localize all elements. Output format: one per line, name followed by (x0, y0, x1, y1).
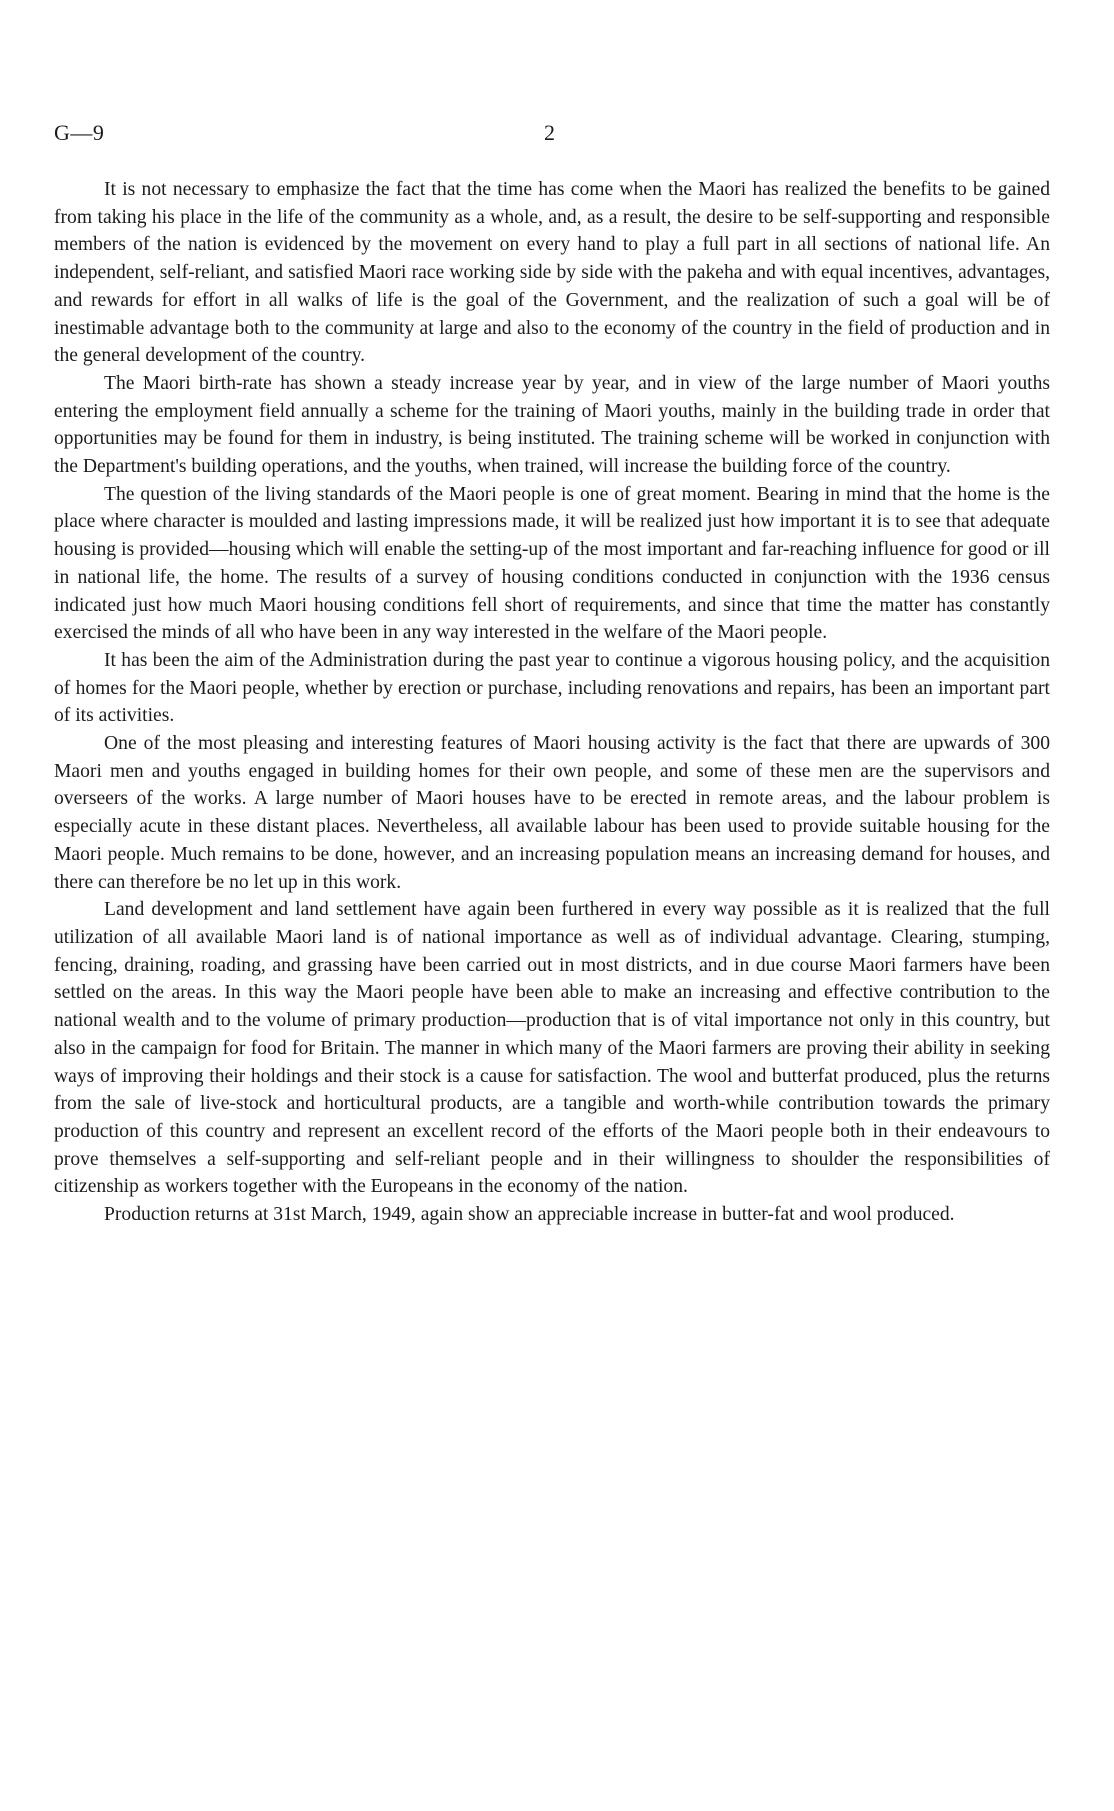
paragraph: Land development and land settlement have again been furthered in every way possible as it is realized that the full utilization of all available Maori land is of national importance as well as of individual advantage. Clearing, stumping, fencing, draining, roading, and grassing have been carried out in most districts, and in due course Maori farmers have been settled on the areas. In this way the Maori people have been able to make an increasing and effective contribution to the national wealth and to the volume of primary production—production that is of vital importance not only in this country, but also in the campaign for food for Britain. The manner in which many of the Maori farmers are proving their ability in seeking ways of improving their holdings and their stock is a cause for satisfaction. The wool and butterfat produced, plus the returns from the sale of live-stock and horticultural products, are a tangible and worth-while contribution towards the primary production of this country and represent an excellent record of the efforts of the Maori people both in their endeavours to prove themselves a self-supporting and self-reliant people and in their willingness to shoulder the responsibilities of citizenship as workers together with the Europeans in the economy of the nation. (54, 899, 1050, 1198)
page-header (54, 118, 1054, 148)
paragraph: It is not necessary to emphasize the fact that the time has come when the Maori has realized the benefits to be gained from taking his place in the life of the community as a whole, and, as a result, the desire to be self-supporting and responsible members of the nation is evidenced by the movement on every hand to play a full part in all sections of national life. An independent, self-reliant, and satisfied Maori race working side by side with the pakeha and with equal incentives, advantages, and rewards for effort in all walks of life is the goal of the Government, and the realization of such a goal will be of inestimable advantage both to the community at large and also to the economy of the country in the field of production and in the general development of the country. (54, 179, 1050, 367)
paragraph: One of the most pleasing and interesting features of Maori housing activity is the fact that there are upwards of 300 Maori men and youths engaged in building homes for their own people, and some of these men are the supervisors and overseers of the works. A large number of Maori houses have to be erected in remote areas, and the labour problem is especially acute in these distant places. Nevertheless, all available labour has been used to provide suitable housing for the Maori people. Much remains to be done, however, and an increasing population means an increasing demand for houses, and there can therefore be no let up in this work. (54, 733, 1050, 893)
body-text (54, 176, 1050, 1229)
paragraph: The Maori birth-rate has shown a steady increase year by year, and in view of the large number of Maori youths entering the employment field annually a scheme for the training of Maori youths, mainly in the building trade in order that opportunities may be found for them in industry, is being instituted. The training scheme will be worked in conjunction with the Department's building operations, and the youths, when trained, will increase the building force of the country. (54, 372, 1050, 478)
document-reference: G—9 (54, 120, 105, 145)
paragraph: The question of the living standards of the Maori people is one of great moment. Bearing in mind that the home is the place where character is moulded and lasting impressions made, it will be realized just how important it is to see that adequate housing is provided—housing which will enable the setting-up of the most important and far-reaching influence for good or ill in national life, the home. The results of a survey of housing conditions conducted in conjunction with the 1936 census indicated just how much Maori housing conditions fell short of requirements, and since that time the matter has constantly exercised the minds of all who have been in any way interested in the welfare of the Maori people. (54, 483, 1050, 644)
page-number: 2 (544, 120, 555, 145)
paragraph: It has been the aim of the Administration during the past year to continue a vigorous housing policy, and the acquisition of homes for the Maori people, whether by erection or purchase, including renovations and repairs, has been an important part of its activities. (54, 649, 1050, 727)
paragraph: Production returns at 31st March, 1949, again show an appreciable increase in butter-fat and wool produced. (104, 1204, 955, 1226)
